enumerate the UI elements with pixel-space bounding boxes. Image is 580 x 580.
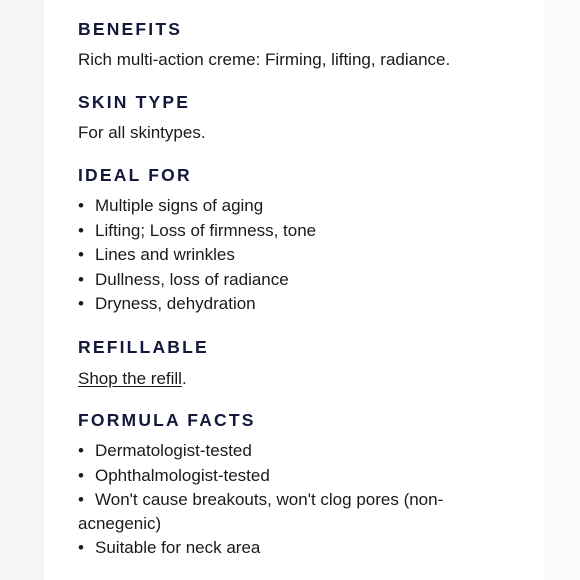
list-item — [78, 292, 518, 317]
list-item-text: Dermatologist-tested — [95, 441, 252, 460]
skin-type-text: For all skintypes. — [78, 123, 206, 142]
ideal-for-heading: IDEAL FOR — [78, 165, 192, 185]
bullet-icon: • — [78, 465, 84, 485]
list-item-text: Dryness, dehydration — [95, 294, 256, 314]
list-item-text: Suitable for neck area — [95, 538, 261, 558]
benefits-heading: BENEFITS — [78, 19, 183, 39]
list-item — [78, 536, 518, 561]
list-item-text: Multiple signs of aging — [95, 196, 264, 215]
list-item — [78, 194, 518, 219]
refill-period: . — [181, 369, 187, 388]
bullet-icon: • — [78, 269, 84, 289]
right-gutter — [544, 0, 580, 580]
bullet-icon: • — [78, 294, 84, 314]
bullet-icon: • — [78, 245, 84, 265]
list-item-text: Dullness, loss of radiance — [95, 269, 289, 289]
benefits-text: Rich multi-action creme: Firming, lifting, radiance. — [78, 50, 451, 69]
list-item — [78, 219, 518, 244]
list-item — [78, 464, 518, 489]
list-item — [78, 268, 518, 293]
bullet-icon: • — [78, 490, 84, 510]
left-gutter — [0, 0, 44, 580]
refillable-text — [78, 368, 187, 390]
bullet-icon: • — [78, 220, 84, 240]
refillable-heading: REFILLABLE — [78, 337, 209, 357]
bullet-icon: • — [78, 196, 84, 215]
skin-type-heading: SKIN TYPE — [78, 92, 191, 112]
list-item — [78, 439, 518, 464]
bullet-icon: • — [78, 538, 84, 558]
list-item-text: Lifting; Loss of firmness, tone — [95, 220, 317, 240]
shop-refill-link[interactable]: Shop the refill — [78, 369, 182, 388]
bullet-icon: • — [78, 441, 84, 460]
ideal-for-list — [78, 194, 518, 317]
list-item — [78, 243, 518, 268]
formula-facts-heading: FORMULA FACTS — [78, 410, 256, 430]
list-item-text-continued: acnegenic) — [78, 514, 162, 534]
list-item — [78, 488, 518, 536]
list-item-text: Won't cause breakouts, won't clog pores (non- — [95, 490, 444, 510]
formula-facts-list — [78, 439, 518, 561]
list-item-text: Lines and wrinkles — [95, 245, 235, 265]
list-item-text: Ophthalmologist-tested — [95, 465, 270, 485]
